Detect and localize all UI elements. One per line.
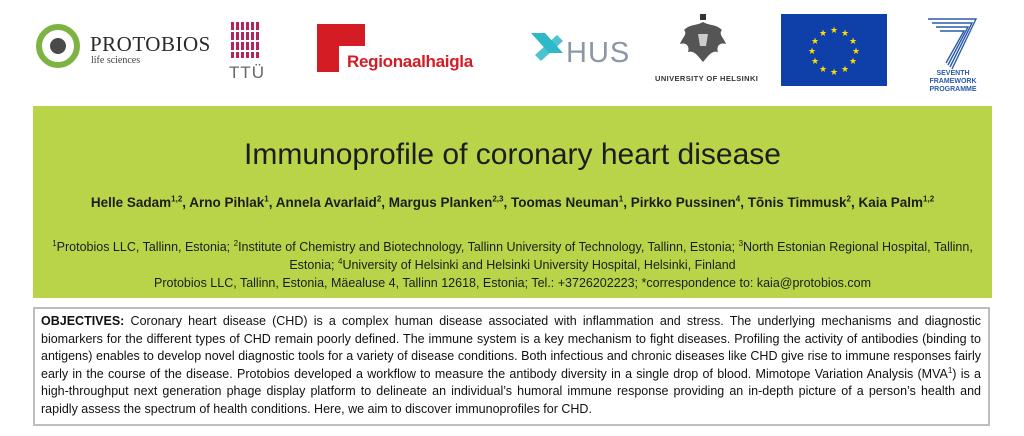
affiliation-sup: 1 — [52, 238, 57, 248]
author-affiliation-sup: 1,2 — [923, 194, 935, 204]
svg-text:★: ★ — [848, 37, 858, 47]
fp7-logo-text: SEVENTH FRAMEWORK PROGRAMME — [929, 70, 977, 93]
fp7-logo-icon — [922, 13, 982, 71]
author-separator: , — [740, 195, 748, 210]
affiliation-sup: 2 — [233, 238, 239, 248]
svg-text:★: ★ — [840, 29, 850, 39]
objectives-text — [41, 313, 981, 419]
svg-text:★: ★ — [848, 57, 858, 67]
affiliation-text: Institute of Chemistry and Biotechnology, Tallinn University of Technology, Tallinn, Estonia; — [238, 240, 739, 254]
author-separator: , — [623, 195, 631, 210]
ttu-logo-text: TTÜ — [229, 63, 266, 82]
author-name: Annela Avarlaid — [275, 195, 377, 210]
affiliation-text: Protobios LLC, Tallinn, Estonia; — [56, 240, 234, 254]
poster-title: Immunoprofile of coronary heart disease — [244, 138, 781, 171]
author-name: Margus Planken — [388, 195, 493, 210]
author-separator: , — [503, 195, 511, 210]
ttu-logo-icon — [230, 20, 260, 60]
protobios-logo-icon — [36, 24, 80, 68]
svg-text:★: ★ — [829, 26, 839, 36]
objectives-body-1: Coronary heart disease (CHD) is a complex human disease associated with inflammation and stress. The underlying mechanisms and diagnostic biomarkers for the different types of CHD remain poorly defined. The immune system is a key mechanism to fight diseases. Profiling the activity of antibodies (binding to antigens) enables to develop novel diagnostic tools for a variety of disease conditions. Both infectious and chronic diseases like CHD give rise to immune responses fairly early in the course of the disease. Protobios developed a workflow to measure the antibody diversity in a single drop of blood. Mimotope Variation Analysis (MVA — [41, 314, 981, 381]
university-of-helsinki-logo-text: UNIVERSITY OF HELSINKI — [655, 74, 759, 83]
author-affiliation-sup: 4 — [735, 194, 741, 204]
objectives-heading: OBJECTIVES: — [41, 314, 125, 328]
svg-text:★: ★ — [840, 65, 850, 75]
author-affiliation-sup: 2,3 — [492, 194, 504, 204]
affiliation-list — [43, 238, 982, 274]
title-banner — [33, 106, 992, 298]
svg-text:★: ★ — [818, 65, 828, 75]
author-affiliation-sup: 2 — [376, 194, 382, 204]
author-name: Tõnis Timmusk — [747, 195, 847, 210]
svg-text:★: ★ — [807, 47, 817, 57]
author-affiliation-sup: 1 — [618, 194, 624, 204]
objectives-box — [33, 307, 990, 426]
author-separator: , — [182, 195, 190, 210]
author-name: Pirkko Pussinen — [630, 195, 736, 210]
author-affiliation-sup: 2 — [846, 194, 851, 204]
author-name: Toomas Neuman — [510, 195, 619, 210]
author-name: Helle Sadam — [90, 195, 172, 210]
affiliation-sup: 4 — [337, 256, 343, 266]
author-affiliation-sup: 1 — [264, 194, 269, 204]
contact-line: Protobios LLC, Tallinn, Estonia, Mäealuse 4, Tallinn 12618, Estonia; Tel.: +3726202223; *correspondence to: kaia@protobios.com — [154, 276, 871, 290]
svg-text:★: ★ — [810, 37, 820, 47]
affiliation-sup: 3 — [738, 238, 744, 248]
affiliation-text: University of Helsinki and Helsinki University Hospital, Helsinki, Finland — [342, 258, 736, 272]
author-separator: , — [381, 195, 389, 210]
university-of-helsinki-logo-icon — [668, 12, 738, 72]
hus-logo-icon — [527, 29, 567, 65]
objectives-body-2: ) is a high-throughput next generation phage display platform to delineate an individual’s humoral immune response providing an in-depth picture of a person’s health and rapidly assess the spectrum of health conditions. Here, we aim to discover immunoprofiles for CHD. — [41, 366, 981, 416]
affiliations — [43, 238, 982, 292]
svg-text:★: ★ — [818, 29, 828, 39]
author-separator: , — [850, 195, 859, 210]
logo-strip — [0, 0, 1024, 105]
protobios-name: PROTOBIOS — [90, 32, 211, 56]
objectives-ref-sup: 1 — [947, 365, 953, 375]
affiliation-text: North Estonian Regional Hospital, Tallinn, Estonia; — [289, 240, 973, 272]
author-name: Kaia Palm — [858, 195, 924, 210]
author-name: Arno Pihlak — [189, 195, 265, 210]
author-affiliation-sup: 1,2 — [171, 194, 183, 204]
svg-text:★: ★ — [810, 57, 820, 67]
hus-logo-text: HUS — [566, 37, 631, 69]
svg-text:★: ★ — [851, 47, 861, 57]
author-list — [33, 195, 992, 210]
author-separator: , — [268, 195, 276, 210]
svg-text:★: ★ — [829, 68, 839, 78]
eu-flag-icon — [781, 14, 887, 86]
regionaalhaigla-logo-text: Regionaalhaigla — [347, 52, 473, 71]
protobios-subtitle: life sciences — [91, 55, 141, 66]
